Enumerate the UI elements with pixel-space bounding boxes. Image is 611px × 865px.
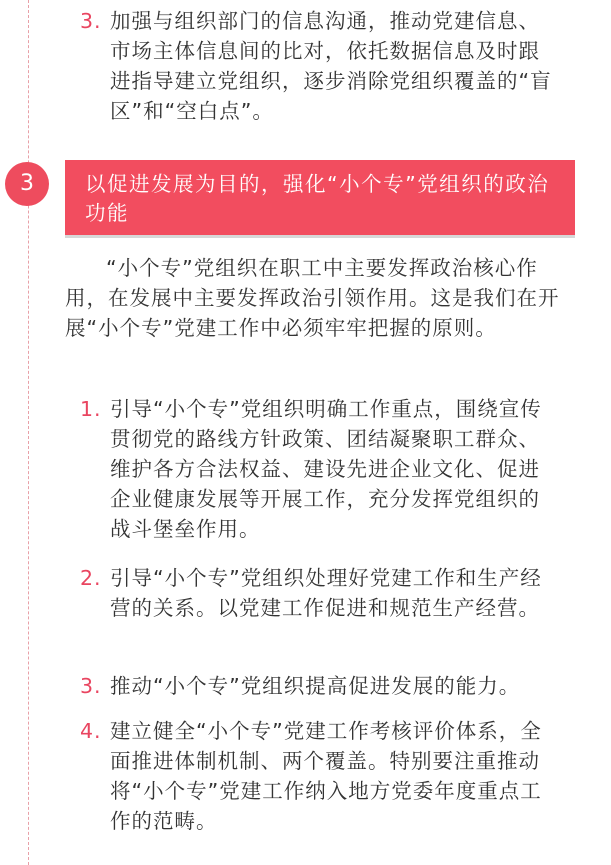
item-list-1	[80, 394, 560, 544]
list-item-text: 引导“小个专”党组织处理好党建工作和生产经营的关系。以党建工作促进和规范生产经营。	[110, 566, 542, 620]
list-item-text: 引导“小个专”党组织明确工作重点，围绕宣传贯彻党的路线方针政策、团结凝聚职工群众、维护各方合法权益、建设先进企业文化、促进企业健康发展等开展工作，充分发挥党组织的战斗堡垒作用。	[110, 397, 542, 541]
section-title-banner	[65, 160, 575, 238]
list-item-text: 建立健全“小个专”党建工作考核评价体系，全面推进体制机制、两个覆盖。特别要注重推动将“小个专”党建工作纳入地方党委年度重点工作的范畴。	[110, 719, 542, 833]
item-list-3	[80, 671, 560, 701]
list-item	[80, 563, 560, 623]
timeline-dashed-line	[28, 0, 29, 865]
list-item	[80, 671, 560, 701]
list-item-number: 1.	[80, 397, 102, 421]
section-title: 以促进发展为目的，强化“小个专”党组织的政治功能	[85, 172, 550, 225]
list-item-text: 加强与组织部门的信息沟通，推动党建信息、市场主体信息间的比对，依托数据信息及时跟进指导建立党组织，逐步消除党组织覆盖的“盲区”和“空白点”。	[110, 9, 552, 123]
list-item	[80, 716, 560, 836]
list-item-number: 4.	[80, 719, 102, 743]
item-list-4	[80, 716, 560, 836]
section-number-badge: 3	[5, 162, 49, 206]
list-item-number: 2.	[80, 566, 102, 590]
body-paragraph: “小个专”党组织在职工中主要发挥政治核心作用，在发展中主要发挥政治引领作用。这是我们在开展“小个专”党建工作中必须牢牢把握的原则。	[65, 256, 560, 340]
intro-list	[80, 6, 560, 126]
list-item-number: 3.	[80, 674, 102, 698]
list-item-text: 推动“小个专”党组织提高促进发展的能力。	[110, 674, 521, 698]
list-item	[80, 394, 560, 544]
list-item	[80, 6, 560, 126]
item-list-2	[80, 563, 560, 623]
list-item-number: 3.	[80, 9, 102, 33]
